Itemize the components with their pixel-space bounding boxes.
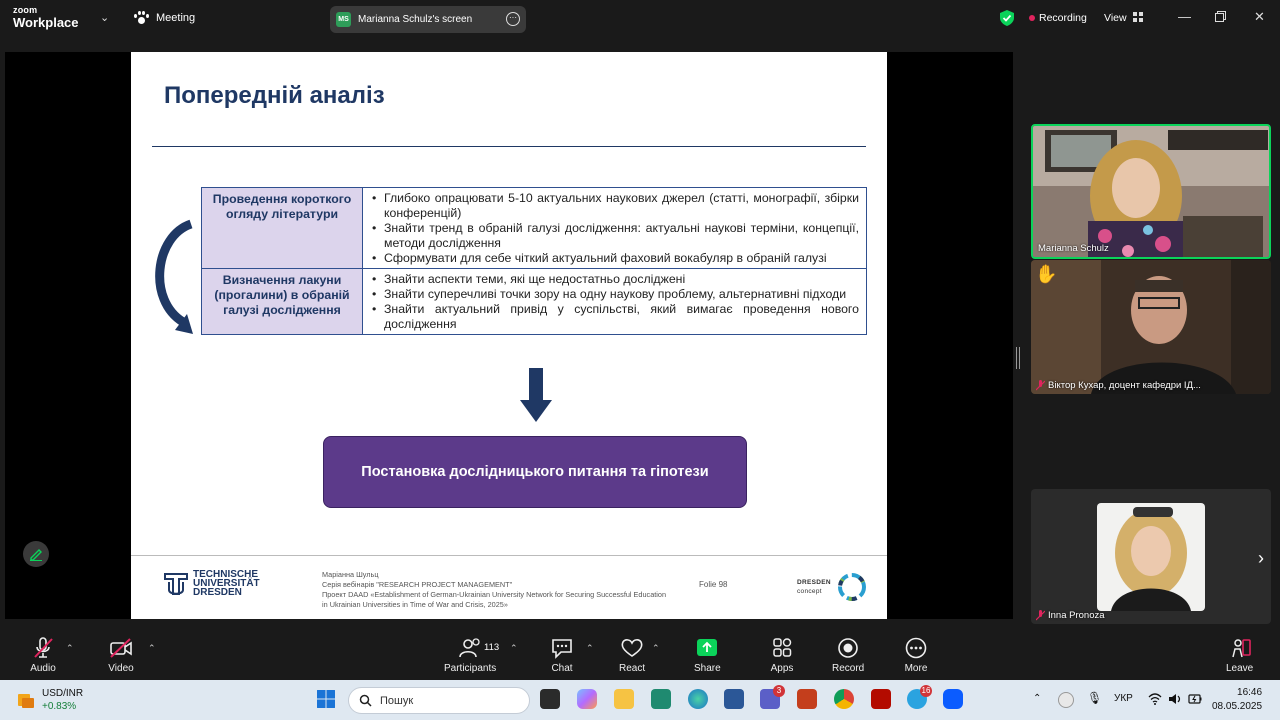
recording-indicator[interactable] — [1029, 12, 1087, 24]
recording-label: Recording — [1039, 12, 1087, 24]
row-content — [363, 188, 867, 269]
participant-photo — [1097, 503, 1205, 611]
security-shield-icon[interactable] — [1000, 10, 1014, 26]
pencil-icon — [29, 547, 43, 561]
tu-dresden-logo — [163, 570, 260, 597]
participants-icon — [457, 637, 483, 659]
participant-name: Marianna Schulz — [1038, 243, 1109, 254]
chat-icon — [549, 637, 575, 659]
tu-line3: DRESDEN — [193, 587, 242, 598]
table-row — [202, 188, 867, 269]
share-button[interactable] — [694, 637, 721, 674]
footer-author: Маріанна Шульц — [322, 570, 379, 579]
leave-label: Leave — [1226, 663, 1254, 674]
chat-label: Chat — [551, 663, 573, 674]
brand-bottom: Workplace — [13, 15, 79, 30]
participants-label: Participants — [444, 663, 497, 674]
powerpoint-icon[interactable] — [797, 689, 817, 709]
search-placeholder: Пошук — [380, 694, 414, 707]
presentation-slide — [131, 52, 887, 619]
tu-line2: UNIVERSITÄT — [193, 578, 260, 589]
video-tile[interactable] — [1031, 260, 1271, 394]
file-explorer-icon[interactable] — [614, 689, 634, 709]
shared-screen-label: Marianna Schulz's screen — [358, 14, 473, 25]
stock-widget[interactable] — [16, 687, 83, 713]
close-icon[interactable]: ✕ — [1254, 9, 1265, 24]
chevron-up-icon[interactable]: ⌃ — [148, 643, 156, 653]
record-icon — [835, 637, 861, 659]
participant-video — [1033, 126, 1271, 259]
audio-label: Audio — [30, 663, 56, 674]
teams-badge: 3 — [773, 685, 785, 697]
more-options-icon[interactable]: ··· — [506, 12, 520, 26]
windows-start-icon[interactable] — [316, 689, 336, 709]
title-divider — [152, 146, 866, 147]
video-button[interactable] — [108, 637, 134, 674]
restore-icon[interactable] — [1215, 10, 1226, 25]
participant-name: Inna Pronoza — [1048, 610, 1105, 621]
list-item: • Знайти аспекти теми, які ще недостатньо досліджені — [371, 272, 859, 287]
participant-name: Віктор Кухар, доцент кафедри ІД... — [1048, 380, 1201, 391]
react-button[interactable] — [619, 637, 645, 674]
leave-button[interactable] — [1226, 637, 1253, 674]
meeting-controls — [0, 630, 1280, 680]
copilot-icon[interactable] — [577, 689, 597, 709]
tu-line1: TECHNISCHE — [193, 569, 259, 580]
footer-series: Серія вебінарів "RESEARCH PROJECT MANAGEMENT" — [322, 580, 513, 589]
clock-time: 16:46 — [1237, 687, 1263, 698]
dresden-concept-logo — [797, 570, 869, 604]
table-row — [202, 269, 867, 335]
chevron-up-icon[interactable]: ⌃ — [66, 643, 74, 653]
clock-date: 08.05.2025 — [1212, 701, 1263, 712]
muted-mic-icon — [1036, 610, 1045, 621]
list-item: • Знайти актуальний привід у суспільстві, який вимагає проведення нового дослідження — [371, 302, 859, 332]
outcome-box: Постановка дослідницького питання та гіпотези — [323, 436, 747, 508]
more-label: More — [904, 663, 928, 674]
participant-label — [1036, 380, 1201, 391]
share-label: Share — [694, 663, 721, 674]
record-dot-icon — [1029, 15, 1035, 21]
teams-icon[interactable] — [760, 686, 782, 709]
video-tile[interactable] — [1031, 124, 1271, 259]
task-view-icon[interactable] — [540, 689, 560, 709]
row-heading: Визначення лакуни (прогалини) в обраній галузі дослідження — [202, 269, 363, 335]
react-label: React — [619, 663, 646, 674]
view-grid-icon[interactable] — [1133, 12, 1143, 22]
chevron-up-icon[interactable]: ⌃ — [586, 643, 594, 653]
zoom-taskbar-icon[interactable] — [943, 689, 963, 709]
volume-icon[interactable] — [1168, 693, 1182, 705]
apps-button[interactable] — [769, 637, 795, 674]
shared-screen-pill[interactable] — [330, 6, 526, 33]
telegram-icon[interactable] — [907, 686, 931, 709]
row-content — [363, 269, 867, 335]
participants-count: 113 — [484, 642, 500, 653]
telegram-badge: 16 — [921, 686, 931, 695]
system-clock[interactable] — [1212, 686, 1262, 714]
brand-top: zoom — [13, 5, 38, 15]
currency-icon — [16, 690, 36, 710]
list-item: • Знайти тренд в обраній галузі дослідження: актуальні наукові терміни, концепції, методи дослідження — [371, 221, 859, 251]
annotate-button[interactable] — [23, 541, 49, 567]
slide-title: Попередній аналіз — [164, 82, 385, 109]
leave-icon — [1227, 637, 1253, 659]
muted-mic-icon — [30, 637, 56, 659]
footer-description — [322, 570, 672, 610]
raised-hand-icon: ✋ — [1035, 264, 1058, 284]
meeting-menu[interactable] — [134, 11, 195, 25]
stock-name: USD/INR — [42, 688, 84, 699]
share-screen-icon — [694, 637, 720, 659]
microphone-icon[interactable]: 🎙 — [1087, 691, 1103, 705]
title-bar — [0, 0, 1280, 38]
apps-icon — [769, 637, 795, 659]
row-heading: Проведення короткого огляду літератури — [202, 188, 363, 269]
zoom-logo — [13, 6, 79, 29]
down-arrow-icon — [520, 368, 552, 424]
next-page-icon[interactable]: › — [1258, 548, 1264, 568]
acrobat-icon[interactable] — [871, 689, 891, 709]
chevron-down-icon[interactable]: ⌄ — [100, 12, 110, 24]
minimize-icon[interactable]: — — [1178, 9, 1191, 24]
meeting-label: Meeting — [156, 12, 196, 24]
taskbar-search[interactable] — [348, 687, 530, 714]
battery-icon[interactable] — [1188, 693, 1202, 705]
language-indicator[interactable]: УКР — [1114, 693, 1133, 704]
cycle-arrow-icon — [149, 218, 199, 338]
list-item: • Глибоко опрацювати 5-10 актуальних наукових джерел (статті, монографії, збірки конференцій) — [371, 191, 859, 221]
stock-change: +0.83% — [42, 701, 77, 712]
participant-video — [1031, 260, 1271, 394]
participant-label — [1036, 610, 1105, 621]
chevron-up-icon[interactable]: ⌃ — [510, 643, 518, 653]
list-item: • Сформувати для себе чіткий актуальний фаховий вокабуляр в обраній галузі — [371, 251, 859, 266]
word-icon[interactable] — [724, 689, 744, 709]
edge-icon[interactable] — [688, 689, 708, 709]
muted-mic-icon — [1036, 380, 1045, 391]
footer-divider — [131, 555, 887, 556]
splitter-handle[interactable] — [1016, 347, 1020, 369]
list-item: • Знайти суперечливі точки зору на одну наукову проблему, альтернативні підходи — [371, 287, 859, 302]
view-button[interactable]: View — [1104, 12, 1127, 24]
analysis-table — [201, 187, 867, 335]
record-label: Record — [832, 663, 865, 674]
presenter-avatar: MS — [336, 12, 351, 27]
slide-number: Folie 98 — [699, 580, 728, 589]
audio-button[interactable] — [30, 637, 56, 674]
video-label: Video — [108, 663, 134, 674]
apps-label: Apps — [770, 663, 794, 674]
video-tile[interactable] — [1031, 489, 1271, 624]
show-hidden-icons[interactable]: ⌃ — [1033, 693, 1042, 704]
cloud-status-icon[interactable] — [1058, 692, 1074, 708]
dc-line2: concept — [797, 588, 822, 595]
taskbar — [0, 680, 1280, 720]
chat-button[interactable] — [549, 637, 575, 674]
more-icon — [903, 637, 929, 659]
tu-emblem-icon — [163, 571, 189, 597]
chrome-icon[interactable] — [834, 689, 854, 709]
footer-project: Проект DAAD «Establishment of German-Ukrainian University Network for Securing Successful Education in Ukrainian Universities in Time of War and Crisis, 2025» — [322, 590, 667, 609]
dresden-concept-emblem-icon — [835, 570, 869, 604]
wifi-icon[interactable] — [1148, 693, 1162, 705]
paw-icon — [134, 11, 148, 25]
more-button[interactable] — [903, 637, 929, 674]
video-off-icon — [108, 637, 134, 659]
chevron-up-icon[interactable]: ⌃ — [652, 643, 660, 653]
store-icon[interactable] — [651, 689, 671, 709]
search-icon — [359, 694, 372, 707]
heart-icon — [619, 637, 645, 659]
dc-line1: DRESDEN — [797, 579, 831, 586]
record-button[interactable] — [832, 637, 864, 674]
